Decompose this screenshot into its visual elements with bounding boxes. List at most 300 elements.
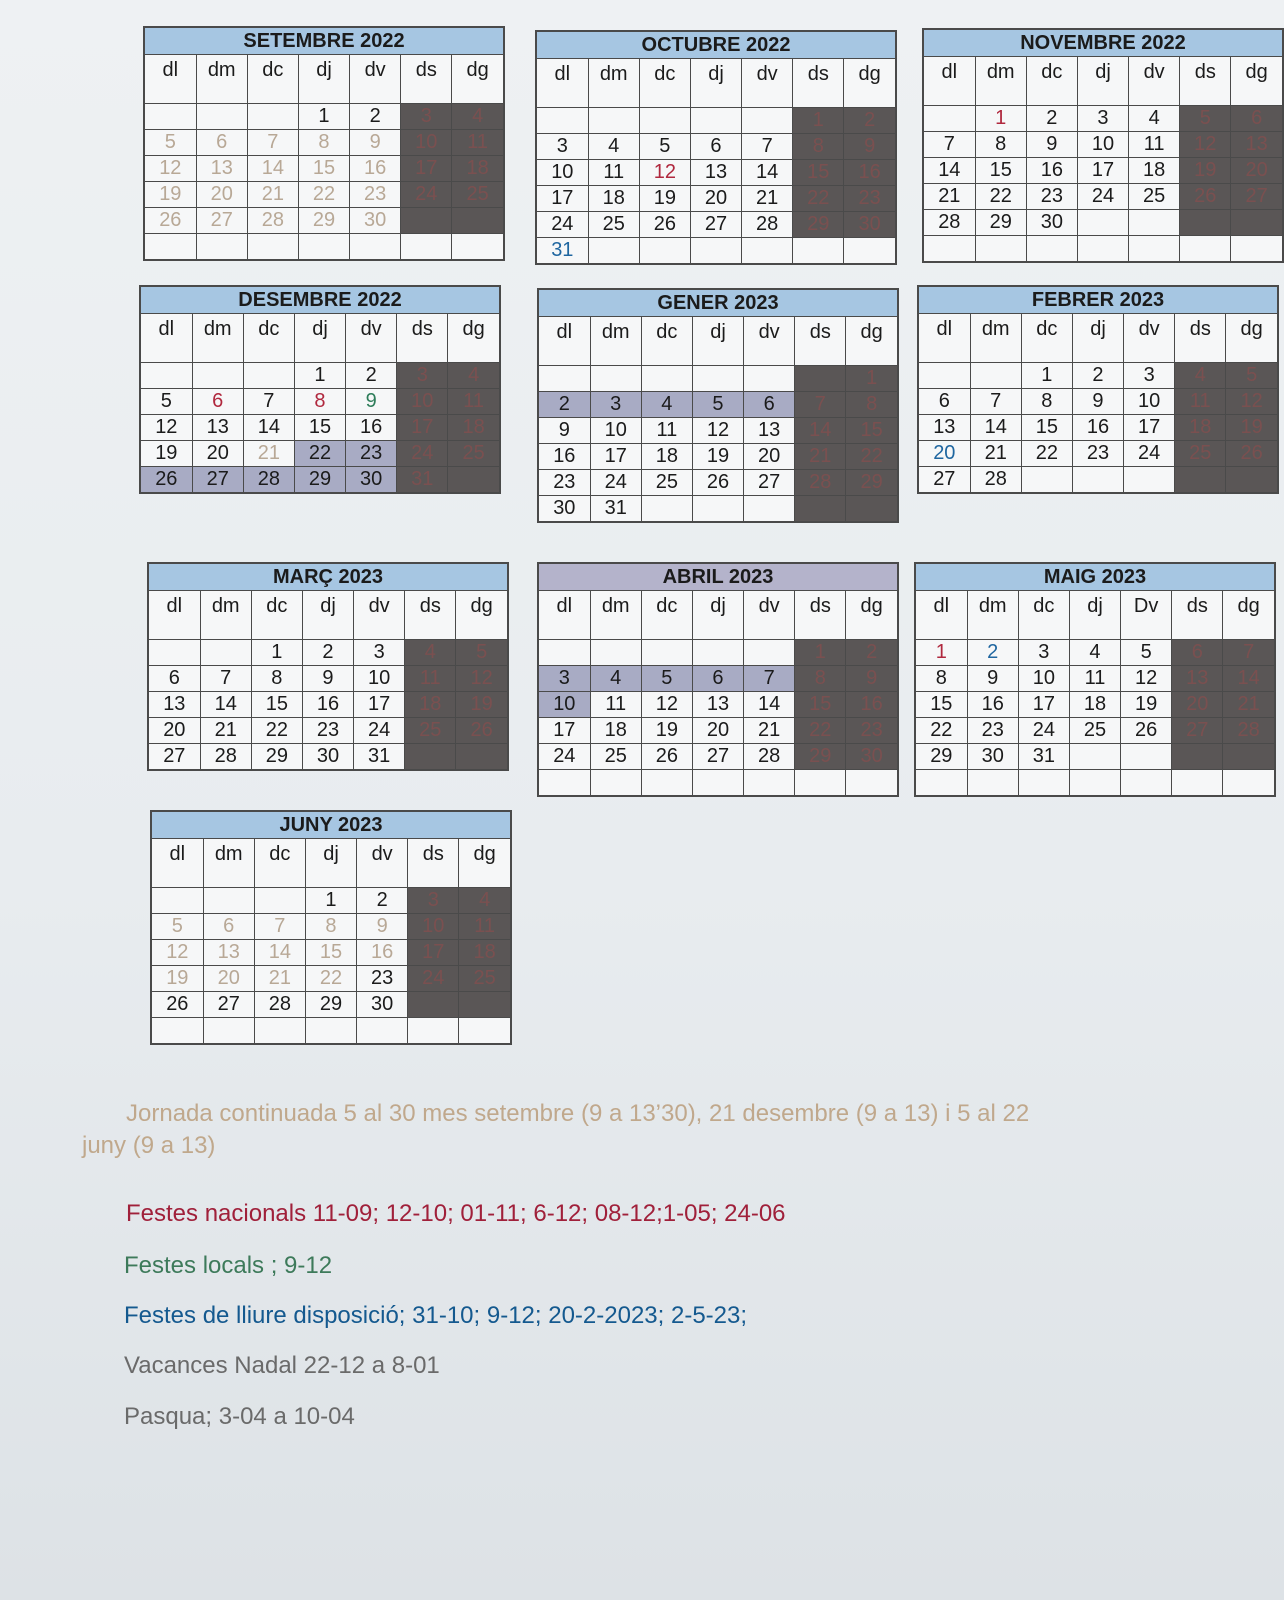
week-row: [539, 639, 897, 665]
day-cell: 2: [539, 391, 590, 417]
calendar-grid: [919, 314, 1277, 492]
weekday-header: dc: [1026, 57, 1077, 105]
day-cell: 21: [744, 717, 795, 743]
day-cell: 7: [1223, 639, 1274, 665]
day-cell: 4: [405, 639, 456, 665]
week-row: [539, 691, 897, 717]
day-cell: 9: [844, 133, 895, 159]
day-cell: 18: [448, 414, 499, 440]
day-cell: 18: [1069, 691, 1120, 717]
day-cell: [690, 237, 741, 263]
week-row: [539, 417, 897, 443]
day-cell: 30: [967, 743, 1018, 769]
day-cell: 19: [1121, 691, 1172, 717]
weekday-header: dc: [1021, 314, 1072, 362]
calendar-title: GENER 2023: [539, 290, 897, 317]
day-cell: 7: [742, 133, 793, 159]
day-cell: 5: [692, 391, 743, 417]
day-cell: 5: [1180, 105, 1231, 131]
day-cell: [1077, 235, 1128, 261]
day-cell: 7: [254, 913, 305, 939]
day-cell: [1077, 209, 1128, 235]
weekday-header: dc: [247, 55, 298, 103]
day-cell: 3: [397, 362, 448, 388]
day-cell: 31: [1018, 743, 1069, 769]
weekday-header: dc: [1018, 591, 1069, 639]
day-cell: 9: [846, 665, 897, 691]
calendar-feb: [917, 285, 1279, 494]
day-cell: [357, 1017, 408, 1043]
day-cell: 9: [967, 665, 1018, 691]
day-cell: [588, 107, 639, 133]
week-row: [924, 105, 1282, 131]
day-cell: 28: [795, 469, 846, 495]
day-cell: 1: [305, 887, 356, 913]
day-cell: 6: [196, 129, 247, 155]
day-cell: 1: [298, 103, 349, 129]
day-cell: 17: [397, 414, 448, 440]
day-cell: 3: [354, 639, 405, 665]
day-cell: 16: [346, 414, 397, 440]
day-cell: 9: [350, 129, 401, 155]
day-cell: 1: [251, 639, 302, 665]
day-cell: 15: [846, 417, 897, 443]
week-row: [539, 443, 897, 469]
day-cell: 30: [302, 743, 353, 769]
weekday-header: dm: [590, 317, 641, 365]
day-cell: 26: [1180, 183, 1231, 209]
day-cell: [1226, 466, 1277, 492]
day-cell: 2: [846, 639, 897, 665]
weekday-header: dj: [302, 591, 353, 639]
week-row: [537, 237, 895, 263]
day-cell: [254, 1017, 305, 1043]
weekday-header: dj: [1069, 591, 1120, 639]
day-cell: [405, 743, 456, 769]
week-row: [924, 209, 1282, 235]
day-cell: 19: [1180, 157, 1231, 183]
day-cell: 28: [243, 466, 294, 492]
day-cell: [196, 233, 247, 259]
weekday-header: dl: [916, 591, 967, 639]
day-cell: [1069, 743, 1120, 769]
weekday-header: dg: [1223, 591, 1274, 639]
day-cell: 15: [795, 691, 846, 717]
day-cell: 7: [744, 665, 795, 691]
day-cell: 6: [744, 391, 795, 417]
day-cell: 14: [744, 691, 795, 717]
weekday-header-row: [145, 55, 503, 103]
day-cell: 10: [1077, 131, 1128, 157]
day-cell: 5: [152, 913, 203, 939]
week-row: [149, 717, 507, 743]
day-cell: 1: [916, 639, 967, 665]
day-cell: 2: [844, 107, 895, 133]
weekday-header: dl: [152, 839, 203, 887]
week-row: [145, 129, 503, 155]
day-cell: 24: [354, 717, 405, 743]
week-row: [141, 466, 499, 492]
weekday-header: dj: [1077, 57, 1128, 105]
legend-continuous-schedule: [82, 1098, 1086, 1162]
day-cell: 17: [537, 185, 588, 211]
day-cell: 5: [639, 133, 690, 159]
day-cell: 20: [203, 965, 254, 991]
day-cell: 7: [243, 388, 294, 414]
day-cell: 14: [924, 157, 975, 183]
day-cell: 18: [459, 939, 510, 965]
day-cell: [742, 237, 793, 263]
day-cell: [844, 237, 895, 263]
day-cell: 20: [196, 181, 247, 207]
weekday-header: dl: [145, 55, 196, 103]
calendar-grid: [152, 839, 510, 1043]
weekday-header-row: [149, 591, 507, 639]
day-cell: [203, 887, 254, 913]
day-cell: [539, 365, 590, 391]
day-cell: 1: [1021, 362, 1072, 388]
day-cell: 8: [1021, 388, 1072, 414]
week-row: [539, 769, 897, 795]
day-cell: 12: [641, 691, 692, 717]
day-cell: 25: [1069, 717, 1120, 743]
day-cell: 22: [305, 965, 356, 991]
day-cell: 25: [448, 440, 499, 466]
day-cell: 30: [1026, 209, 1077, 235]
day-cell: [196, 103, 247, 129]
day-cell: 15: [1021, 414, 1072, 440]
day-cell: 25: [459, 965, 510, 991]
weekday-header: dj: [294, 314, 345, 362]
day-cell: 8: [916, 665, 967, 691]
weekday-header: dc: [641, 317, 692, 365]
day-cell: 2: [350, 103, 401, 129]
week-row: [537, 133, 895, 159]
day-cell: 27: [196, 207, 247, 233]
weekday-header-row: [539, 317, 897, 365]
week-row: [149, 665, 507, 691]
day-cell: 24: [1077, 183, 1128, 209]
day-cell: 20: [744, 443, 795, 469]
week-row: [141, 362, 499, 388]
day-cell: 5: [641, 665, 692, 691]
day-cell: 24: [397, 440, 448, 466]
day-cell: [924, 235, 975, 261]
day-cell: 8: [294, 388, 345, 414]
day-cell: [1175, 466, 1226, 492]
day-cell: [1124, 466, 1175, 492]
day-cell: 7: [795, 391, 846, 417]
weekday-header: dg: [1231, 57, 1282, 105]
day-cell: 29: [795, 743, 846, 769]
day-cell: 12: [1180, 131, 1231, 157]
calendar-grid: [145, 55, 503, 259]
day-cell: 26: [145, 207, 196, 233]
week-row: [145, 155, 503, 181]
weekday-header: dv: [357, 839, 408, 887]
day-cell: 27: [192, 466, 243, 492]
day-cell: 28: [1223, 717, 1274, 743]
calendar-title: SETEMBRE 2022: [145, 28, 503, 55]
day-cell: 10: [1018, 665, 1069, 691]
day-cell: 22: [975, 183, 1026, 209]
weekday-header-row: [152, 839, 510, 887]
calendar-jan: [537, 288, 899, 523]
day-cell: 19: [141, 440, 192, 466]
week-row: [919, 466, 1277, 492]
day-cell: 18: [641, 443, 692, 469]
week-row: [537, 159, 895, 185]
day-cell: [452, 207, 503, 233]
calendar-grid: [916, 591, 1274, 795]
day-cell: [975, 235, 1026, 261]
day-cell: 20: [1172, 691, 1223, 717]
day-cell: [1223, 769, 1274, 795]
day-cell: [692, 639, 743, 665]
day-cell: 28: [200, 743, 251, 769]
day-cell: 14: [247, 155, 298, 181]
day-cell: 30: [350, 207, 401, 233]
weekday-header: ds: [1180, 57, 1231, 105]
week-row: [924, 235, 1282, 261]
week-row: [145, 181, 503, 207]
day-cell: 31: [354, 743, 405, 769]
day-cell: 28: [970, 466, 1021, 492]
day-cell: 12: [456, 665, 507, 691]
day-cell: 10: [539, 691, 590, 717]
day-cell: 17: [1124, 414, 1175, 440]
week-row: [539, 717, 897, 743]
day-cell: [1018, 769, 1069, 795]
day-cell: 23: [844, 185, 895, 211]
day-cell: 3: [590, 391, 641, 417]
week-row: [539, 665, 897, 691]
day-cell: 25: [590, 743, 641, 769]
day-cell: [459, 991, 510, 1017]
day-cell: 26: [1121, 717, 1172, 743]
calendar-title: OCTUBRE 2022: [537, 32, 895, 59]
week-row: [145, 207, 503, 233]
day-cell: [590, 639, 641, 665]
day-cell: 16: [967, 691, 1018, 717]
legend-local-holidays: Festes locals ; 9-12: [124, 1252, 333, 1279]
day-cell: 12: [145, 155, 196, 181]
weekday-header: dg: [1226, 314, 1277, 362]
week-row: [141, 414, 499, 440]
week-row: [537, 185, 895, 211]
day-cell: 26: [639, 211, 690, 237]
day-cell: 29: [298, 207, 349, 233]
day-cell: 22: [793, 185, 844, 211]
weekday-header: dv: [742, 59, 793, 107]
day-cell: 1: [294, 362, 345, 388]
weekday-header: ds: [405, 591, 456, 639]
day-cell: [1223, 743, 1274, 769]
day-cell: 4: [448, 362, 499, 388]
day-cell: 5: [456, 639, 507, 665]
weekday-header: dv: [744, 591, 795, 639]
day-cell: 9: [539, 417, 590, 443]
day-cell: 14: [795, 417, 846, 443]
weekday-header: dv: [1129, 57, 1180, 105]
week-row: [145, 233, 503, 259]
weekday-header: dl: [537, 59, 588, 107]
day-cell: 9: [1072, 388, 1123, 414]
day-cell: [744, 639, 795, 665]
weekday-header: dv: [1124, 314, 1175, 362]
day-cell: [744, 365, 795, 391]
day-cell: 19: [692, 443, 743, 469]
day-cell: [408, 991, 459, 1017]
weekday-header: dm: [590, 591, 641, 639]
week-row: [916, 639, 1274, 665]
day-cell: 11: [405, 665, 456, 691]
day-cell: 2: [302, 639, 353, 665]
weekday-header: dl: [141, 314, 192, 362]
week-row: [149, 691, 507, 717]
day-cell: 13: [196, 155, 247, 181]
day-cell: 8: [846, 391, 897, 417]
weekday-header: dv: [346, 314, 397, 362]
weekday-header: dl: [539, 317, 590, 365]
day-cell: [742, 107, 793, 133]
day-cell: 30: [539, 495, 590, 521]
day-cell: 5: [145, 129, 196, 155]
calendar-title: MARÇ 2023: [149, 564, 507, 591]
week-row: [924, 157, 1282, 183]
day-cell: 7: [970, 388, 1021, 414]
day-cell: [141, 362, 192, 388]
day-cell: 2: [346, 362, 397, 388]
day-cell: 7: [247, 129, 298, 155]
day-cell: [243, 362, 294, 388]
week-row: [141, 440, 499, 466]
week-row: [152, 939, 510, 965]
day-cell: [305, 1017, 356, 1043]
day-cell: 24: [539, 743, 590, 769]
day-cell: 8: [793, 133, 844, 159]
day-cell: [459, 1017, 510, 1043]
day-cell: 9: [1026, 131, 1077, 157]
day-cell: 13: [192, 414, 243, 440]
day-cell: 10: [397, 388, 448, 414]
day-cell: 4: [641, 391, 692, 417]
day-cell: 20: [149, 717, 200, 743]
day-cell: [152, 887, 203, 913]
day-cell: 14: [200, 691, 251, 717]
week-row: [539, 469, 897, 495]
day-cell: 13: [690, 159, 741, 185]
weekday-header: dg: [456, 591, 507, 639]
weekday-header: ds: [1172, 591, 1223, 639]
day-cell: 16: [357, 939, 408, 965]
day-cell: 22: [1021, 440, 1072, 466]
day-cell: [401, 207, 452, 233]
day-cell: 3: [539, 665, 590, 691]
day-cell: 18: [405, 691, 456, 717]
day-cell: [967, 769, 1018, 795]
legend-christmas-vacation: Vacances Nadal 22-12 a 8-01: [124, 1352, 440, 1379]
day-cell: 26: [152, 991, 203, 1017]
day-cell: 21: [247, 181, 298, 207]
day-cell: 20: [1231, 157, 1282, 183]
day-cell: 23: [1072, 440, 1123, 466]
day-cell: 15: [916, 691, 967, 717]
day-cell: 11: [590, 691, 641, 717]
week-row: [916, 665, 1274, 691]
day-cell: 19: [639, 185, 690, 211]
day-cell: 16: [302, 691, 353, 717]
day-cell: 2: [357, 887, 408, 913]
day-cell: 10: [1124, 388, 1175, 414]
calendar-sep: [143, 26, 505, 261]
day-cell: [145, 103, 196, 129]
weekday-header: dv: [744, 317, 795, 365]
day-cell: [641, 769, 692, 795]
day-cell: [1172, 743, 1223, 769]
day-cell: 25: [405, 717, 456, 743]
calendar-dec: [139, 285, 501, 494]
day-cell: 27: [692, 743, 743, 769]
day-cell: 10: [537, 159, 588, 185]
day-cell: 6: [919, 388, 970, 414]
day-cell: [192, 362, 243, 388]
day-cell: 14: [1223, 665, 1274, 691]
day-cell: 20: [690, 185, 741, 211]
day-cell: [1121, 743, 1172, 769]
day-cell: 2: [1026, 105, 1077, 131]
weekday-header-row: [916, 591, 1274, 639]
weekday-header-row: [924, 57, 1282, 105]
day-cell: 10: [401, 129, 452, 155]
weekday-header: dm: [588, 59, 639, 107]
day-cell: 17: [408, 939, 459, 965]
day-cell: 22: [298, 181, 349, 207]
day-cell: [456, 743, 507, 769]
day-cell: 3: [537, 133, 588, 159]
day-cell: 8: [975, 131, 1026, 157]
weekday-header: ds: [401, 55, 452, 103]
day-cell: 23: [302, 717, 353, 743]
day-cell: 25: [641, 469, 692, 495]
day-cell: [401, 233, 452, 259]
day-cell: 30: [357, 991, 408, 1017]
weekday-header: ds: [408, 839, 459, 887]
weekday-header: dj: [690, 59, 741, 107]
weekday-header: dv: [350, 55, 401, 103]
day-cell: 4: [459, 887, 510, 913]
calendar-title: JUNY 2023: [152, 812, 510, 839]
day-cell: [1231, 235, 1282, 261]
weekday-header: dc: [641, 591, 692, 639]
day-cell: 10: [354, 665, 405, 691]
week-row: [924, 183, 1282, 209]
day-cell: 11: [1069, 665, 1120, 691]
weekday-header-row: [539, 591, 897, 639]
week-row: [919, 388, 1277, 414]
day-cell: [641, 495, 692, 521]
day-cell: [919, 362, 970, 388]
week-row: [916, 743, 1274, 769]
day-cell: 5: [1121, 639, 1172, 665]
day-cell: 12: [152, 939, 203, 965]
day-cell: 27: [690, 211, 741, 237]
day-cell: [298, 233, 349, 259]
day-cell: 17: [1077, 157, 1128, 183]
day-cell: 21: [254, 965, 305, 991]
day-cell: 17: [539, 717, 590, 743]
day-cell: 4: [588, 133, 639, 159]
